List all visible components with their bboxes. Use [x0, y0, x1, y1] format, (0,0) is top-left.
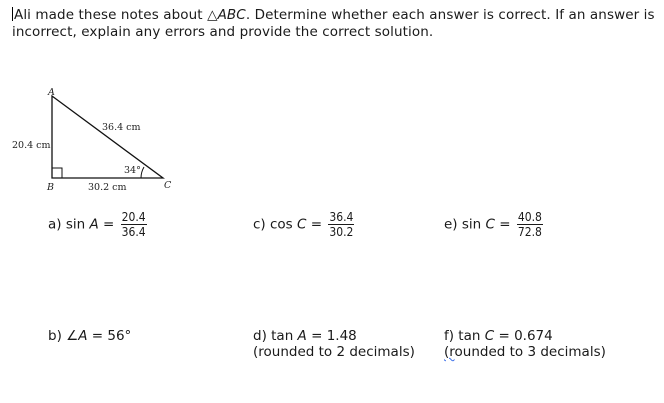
question-a-fraction — [121, 210, 147, 239]
question-f-answer: = 0.674 — [494, 328, 553, 344]
side-ac-label: 36.4 cm — [102, 122, 141, 133]
question-d-label: d) tan — [253, 328, 298, 344]
instructions-line2: incorrect, explain any errors and provide the correct solution. — [12, 24, 434, 40]
angle-c-label: 34° — [124, 165, 141, 176]
question-c-denominator: 30.2 — [329, 225, 354, 239]
question-f-note — [444, 344, 606, 360]
question-f — [444, 328, 606, 360]
question-a-numerator: 20.4 — [121, 210, 146, 224]
right-angle-marker — [52, 168, 62, 178]
question-b — [48, 328, 131, 344]
question-a — [48, 210, 147, 239]
question-d — [253, 328, 415, 360]
triangle-name: ABC — [217, 7, 246, 23]
vertex-c-label: C — [164, 180, 172, 191]
question-f-variable: C — [484, 328, 495, 344]
triangle-shape — [52, 96, 163, 178]
question-e — [444, 210, 543, 239]
spellcheck-underline: (r — [444, 344, 455, 360]
question-e-numerator: 40.8 — [517, 210, 542, 224]
question-e-fraction — [517, 210, 543, 239]
vertex-b-label: B — [47, 182, 54, 193]
text-cursor — [12, 7, 13, 21]
side-bc-label: 30.2 cm — [88, 182, 127, 193]
instructions-line1-end: . Determine whether each answer is correct. If an answer is — [245, 7, 655, 23]
question-d-note: (rounded to 2 decimals) — [253, 344, 415, 360]
question-a-denominator: 36.4 — [121, 225, 146, 239]
question-a-label: a) sin — [48, 216, 90, 233]
question-c-numerator: 36.4 — [329, 210, 354, 224]
question-c-label: c) cos — [253, 216, 297, 233]
instructions — [12, 7, 657, 41]
question-e-variable: C — [485, 216, 495, 233]
question-b-variable: A — [78, 328, 88, 344]
triangle-symbol: △ — [207, 7, 218, 23]
angle-c-arc — [141, 167, 144, 178]
question-a-variable: A — [89, 216, 99, 233]
instructions-line1-start: Ali made these notes about — [14, 7, 208, 23]
question-f-note-rest: ounded to 3 decimals) — [454, 344, 606, 360]
question-a-equals: = — [98, 216, 115, 233]
question-d-answer: = 1.48 — [306, 328, 357, 344]
question-b-answer: = 56° — [87, 328, 132, 344]
question-f-label: f) tan — [444, 328, 485, 344]
vertex-a-label: A — [48, 87, 55, 98]
question-c-fraction — [328, 210, 354, 239]
triangle-diagram — [6, 84, 186, 196]
question-b-label: b) ∠ — [48, 328, 79, 344]
question-c-variable: C — [297, 216, 307, 233]
question-e-equals: = — [494, 216, 511, 233]
question-e-label: e) sin — [444, 216, 486, 233]
side-ab-label: 20.4 cm — [12, 140, 51, 151]
question-c — [253, 210, 354, 239]
question-d-variable: A — [297, 328, 307, 344]
question-e-denominator: 72.8 — [517, 225, 542, 239]
question-c-equals: = — [306, 216, 323, 233]
